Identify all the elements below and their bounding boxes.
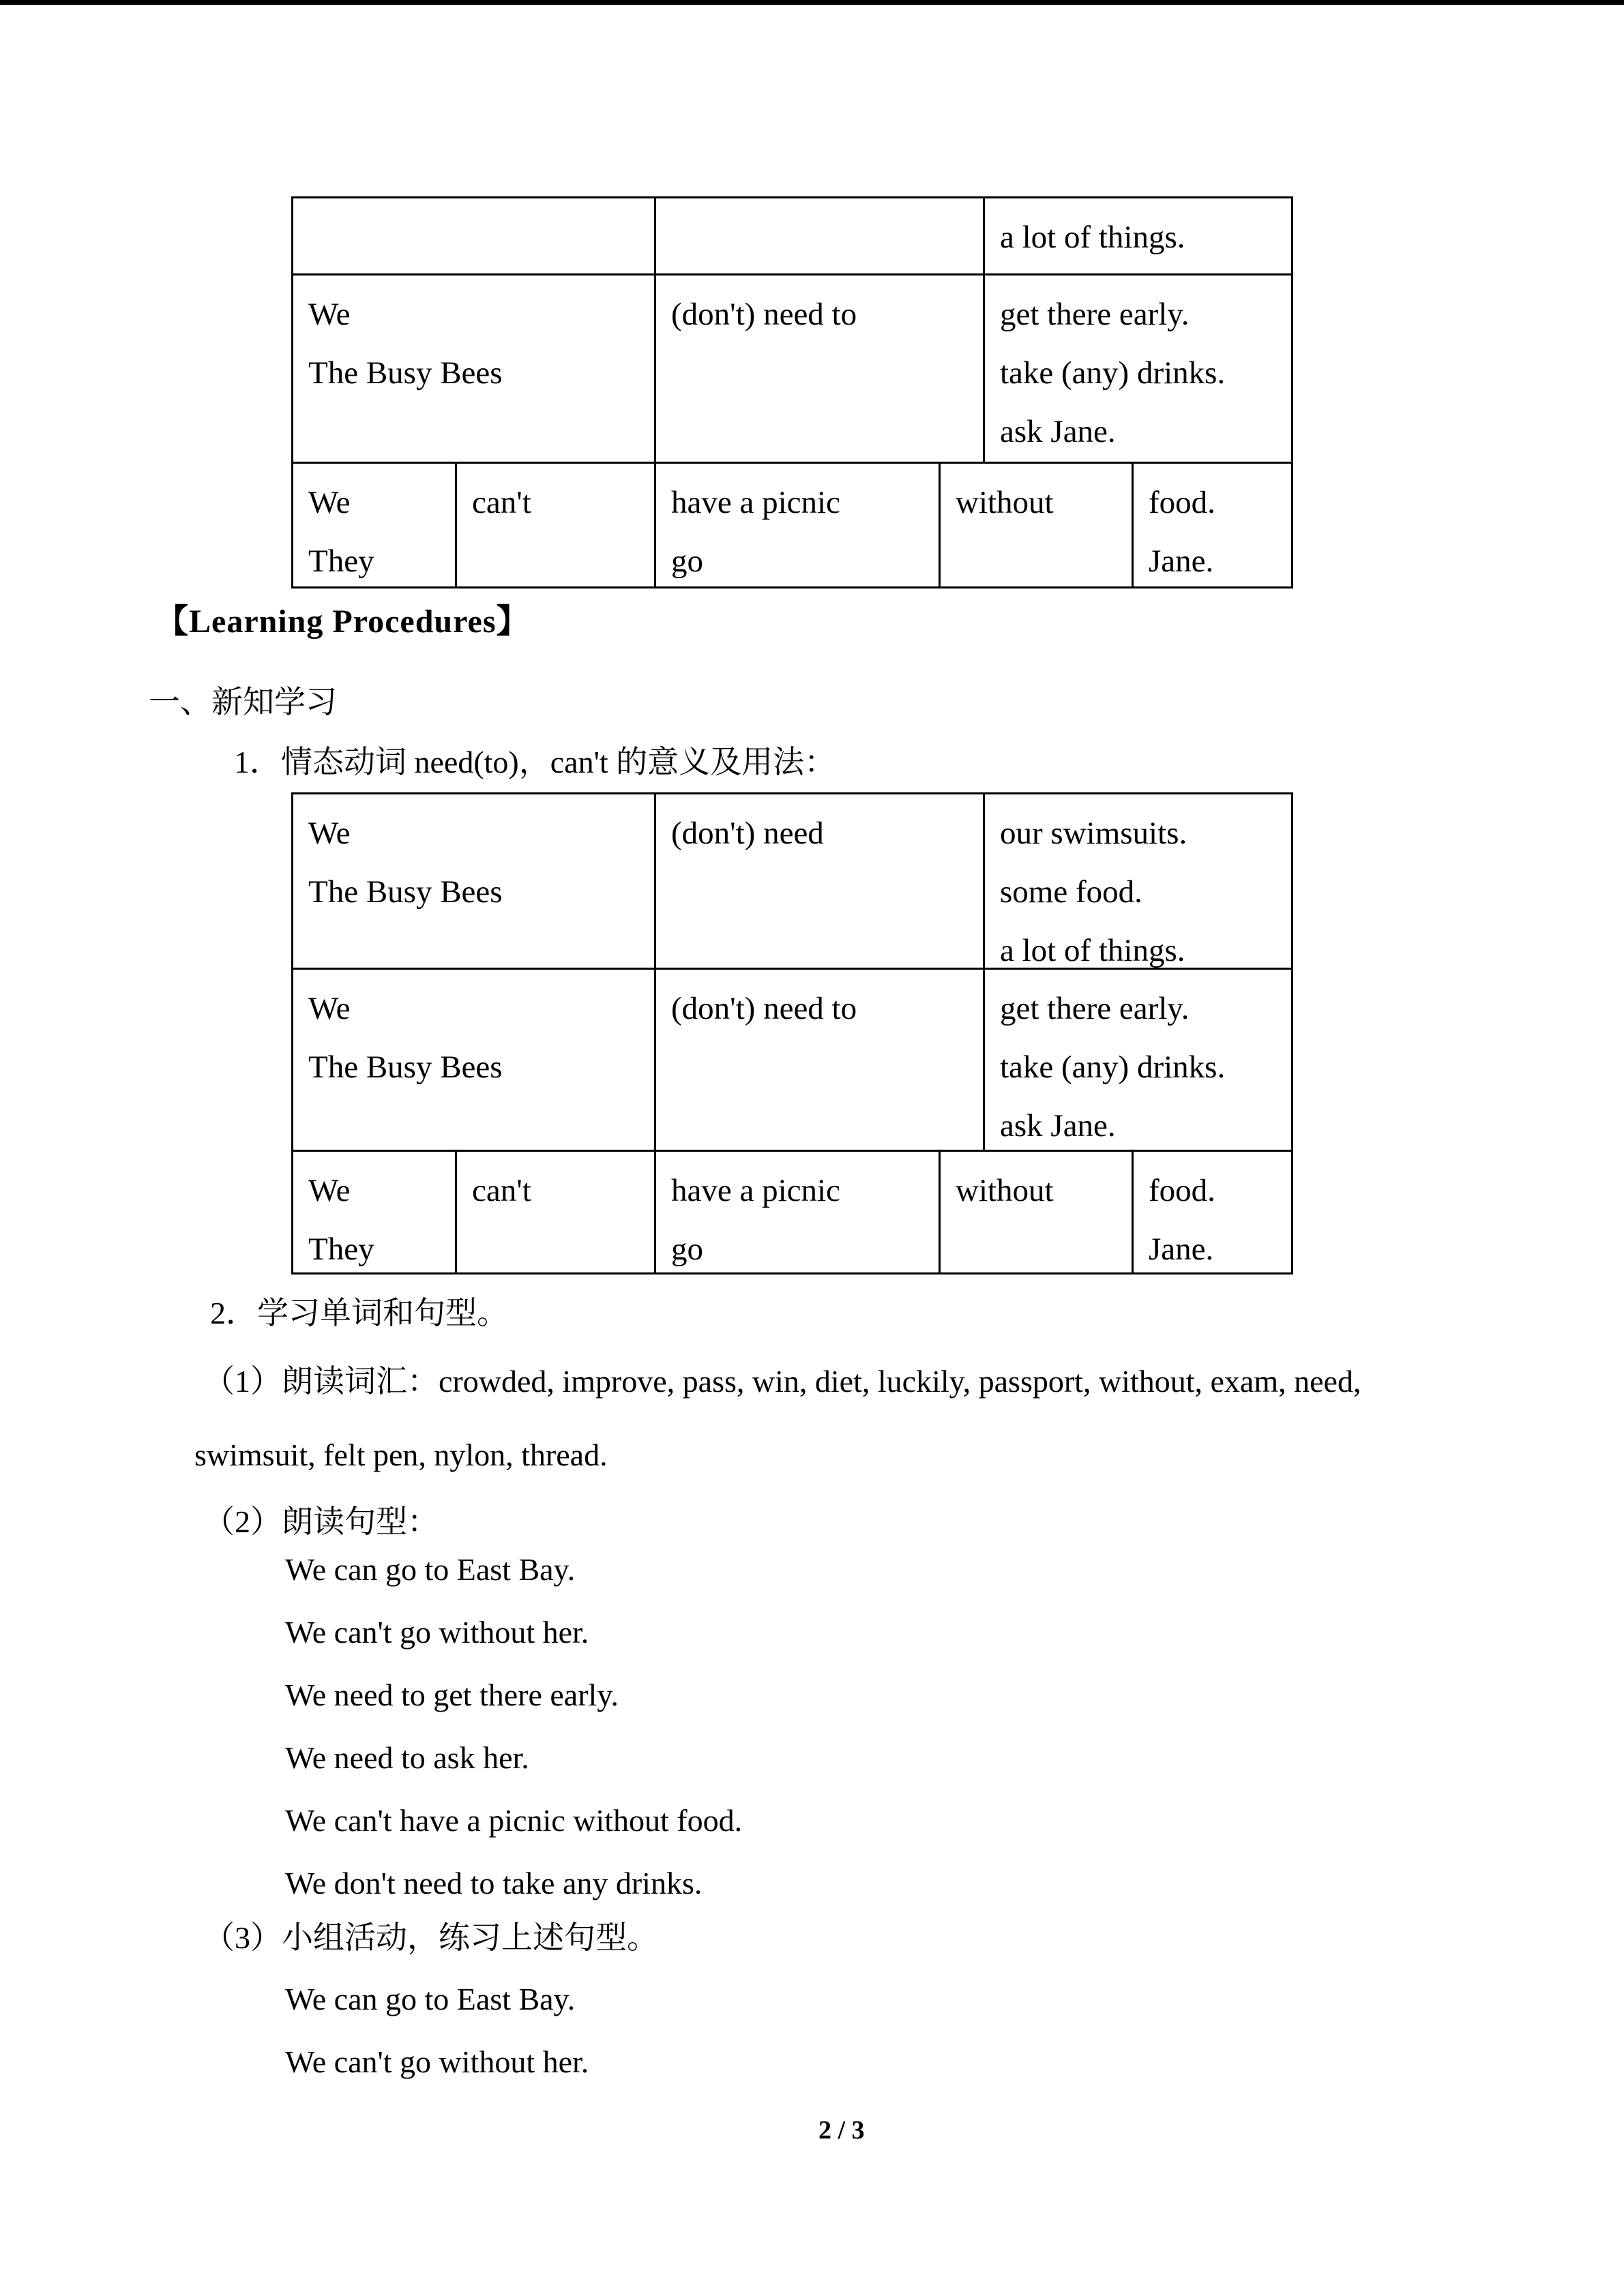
cell-line: ask Jane. [1000,414,1116,449]
table-cell-subject [293,1152,455,1272]
item-2-title: 2．学习单词和句型。 [210,1296,508,1330]
table-cell-verb [654,794,983,968]
cell-line: a lot of things. [1000,220,1185,255]
cell-line: a lot of things. [1000,933,1185,968]
cell-line: get there early. [1000,297,1190,332]
cell-line: Jane. [1149,1232,1214,1267]
sentence-1: We can go to East Bay. [285,1552,576,1587]
vocabulary-line-2: swimsuit, felt pen, nylon, thread. [194,1437,608,1472]
table-cell-verb [654,970,983,1150]
table-cell-modal [455,464,654,586]
page-top-border [0,0,1624,5]
cell-line: can't [472,1173,531,1208]
item-1-title: 1．情态动词 need(to)，can't 的意义及用法： [234,745,836,779]
table-cell-object [1132,1152,1291,1272]
subitem-3-group-activity: （3）小组活动，练习上述句型。 [203,1920,658,1955]
subitem-1-vocabulary: （1）朗读词汇：crowded, improve, pass, win, diet, luckily, passport, without, exam, need, [203,1364,1361,1399]
cell-line: (don't) need [671,816,824,851]
sentence-5: We can't have a picnic without food. [285,1803,743,1838]
cell-line: We [308,816,351,851]
group-sentence-1: We can go to East Bay. [285,1982,576,2016]
table-cell-object [1132,464,1291,586]
table-row [293,968,1291,1150]
cell-line: We [308,1173,351,1208]
sentence-3: We need to get there early. [285,1678,619,1712]
section-1-title: 一、新知学习 [149,685,337,719]
table-cell-verb-phrase [654,1152,939,1272]
cell-line: some food. [1000,874,1142,910]
sentence-2: We can't go without her. [285,1615,589,1650]
cell-line: have a picnic [671,485,840,520]
table-row [293,198,1291,273]
cell-line [308,208,654,267]
cell-line: without [956,1173,1054,1208]
table-cell-object [983,970,1291,1150]
table-cell-subject [293,198,654,273]
table-cell-subject [293,794,654,968]
cell-line: get there early. [1000,991,1190,1026]
table-cell-preposition [939,464,1132,586]
cell-line: The Busy Bees [308,874,503,910]
table-cell-modal [455,1152,654,1272]
cell-line: We [308,297,351,332]
cell-line: go [671,543,703,579]
cell-line: We [308,485,351,520]
cell-line: take (any) drinks. [1000,355,1226,391]
cell-line: have a picnic [671,1173,840,1208]
cell-line: They [308,1232,374,1267]
table-continued [291,196,1293,588]
table-row [293,794,1291,968]
cell-line: our swimsuits. [1000,816,1187,851]
table-cell-subject [293,275,654,462]
sentence-6: We don't need to take any drinks. [285,1866,703,1900]
cell-line: The Busy Bees [308,355,503,391]
group-sentence-2: We can't go without her. [285,2044,589,2079]
cell-line: Jane. [1149,543,1214,579]
cell-line: food. [1149,485,1215,520]
table-modal-verbs [291,792,1293,1274]
table-cell-verb-phrase [654,464,939,586]
cell-line: take (any) drinks. [1000,1049,1226,1085]
cell-line: can't [472,485,531,520]
table-row [293,1150,1291,1272]
table-row [293,462,1291,586]
cell-line [671,208,983,267]
sentence-4: We need to ask her. [285,1740,529,1775]
cell-line: We [308,991,351,1026]
heading-learning-procedures: 【Learning Procedures】 [156,603,530,640]
table-cell-object [983,198,1291,273]
table-row [293,273,1291,462]
cell-line: They [308,543,374,579]
cell-line: (don't) need to [671,991,857,1026]
table-cell-subject [293,464,455,586]
table-cell-preposition [939,1152,1132,1272]
cell-line: ask Jane. [1000,1108,1116,1144]
table-cell-subject [293,970,654,1150]
cell-line: food. [1149,1173,1215,1208]
cell-line: The Busy Bees [308,1049,503,1085]
cell-line: (don't) need to [671,297,857,332]
table-cell-verb [654,275,983,462]
subitem-2-sentence-patterns: （2）朗读句型： [203,1504,439,1539]
table-cell-object [983,794,1291,968]
cell-line: without [956,485,1054,520]
table-cell-object [983,275,1291,462]
cell-line: go [671,1232,703,1267]
page-number: 2 / 3 [818,2116,865,2145]
table-cell-verb [654,198,983,273]
